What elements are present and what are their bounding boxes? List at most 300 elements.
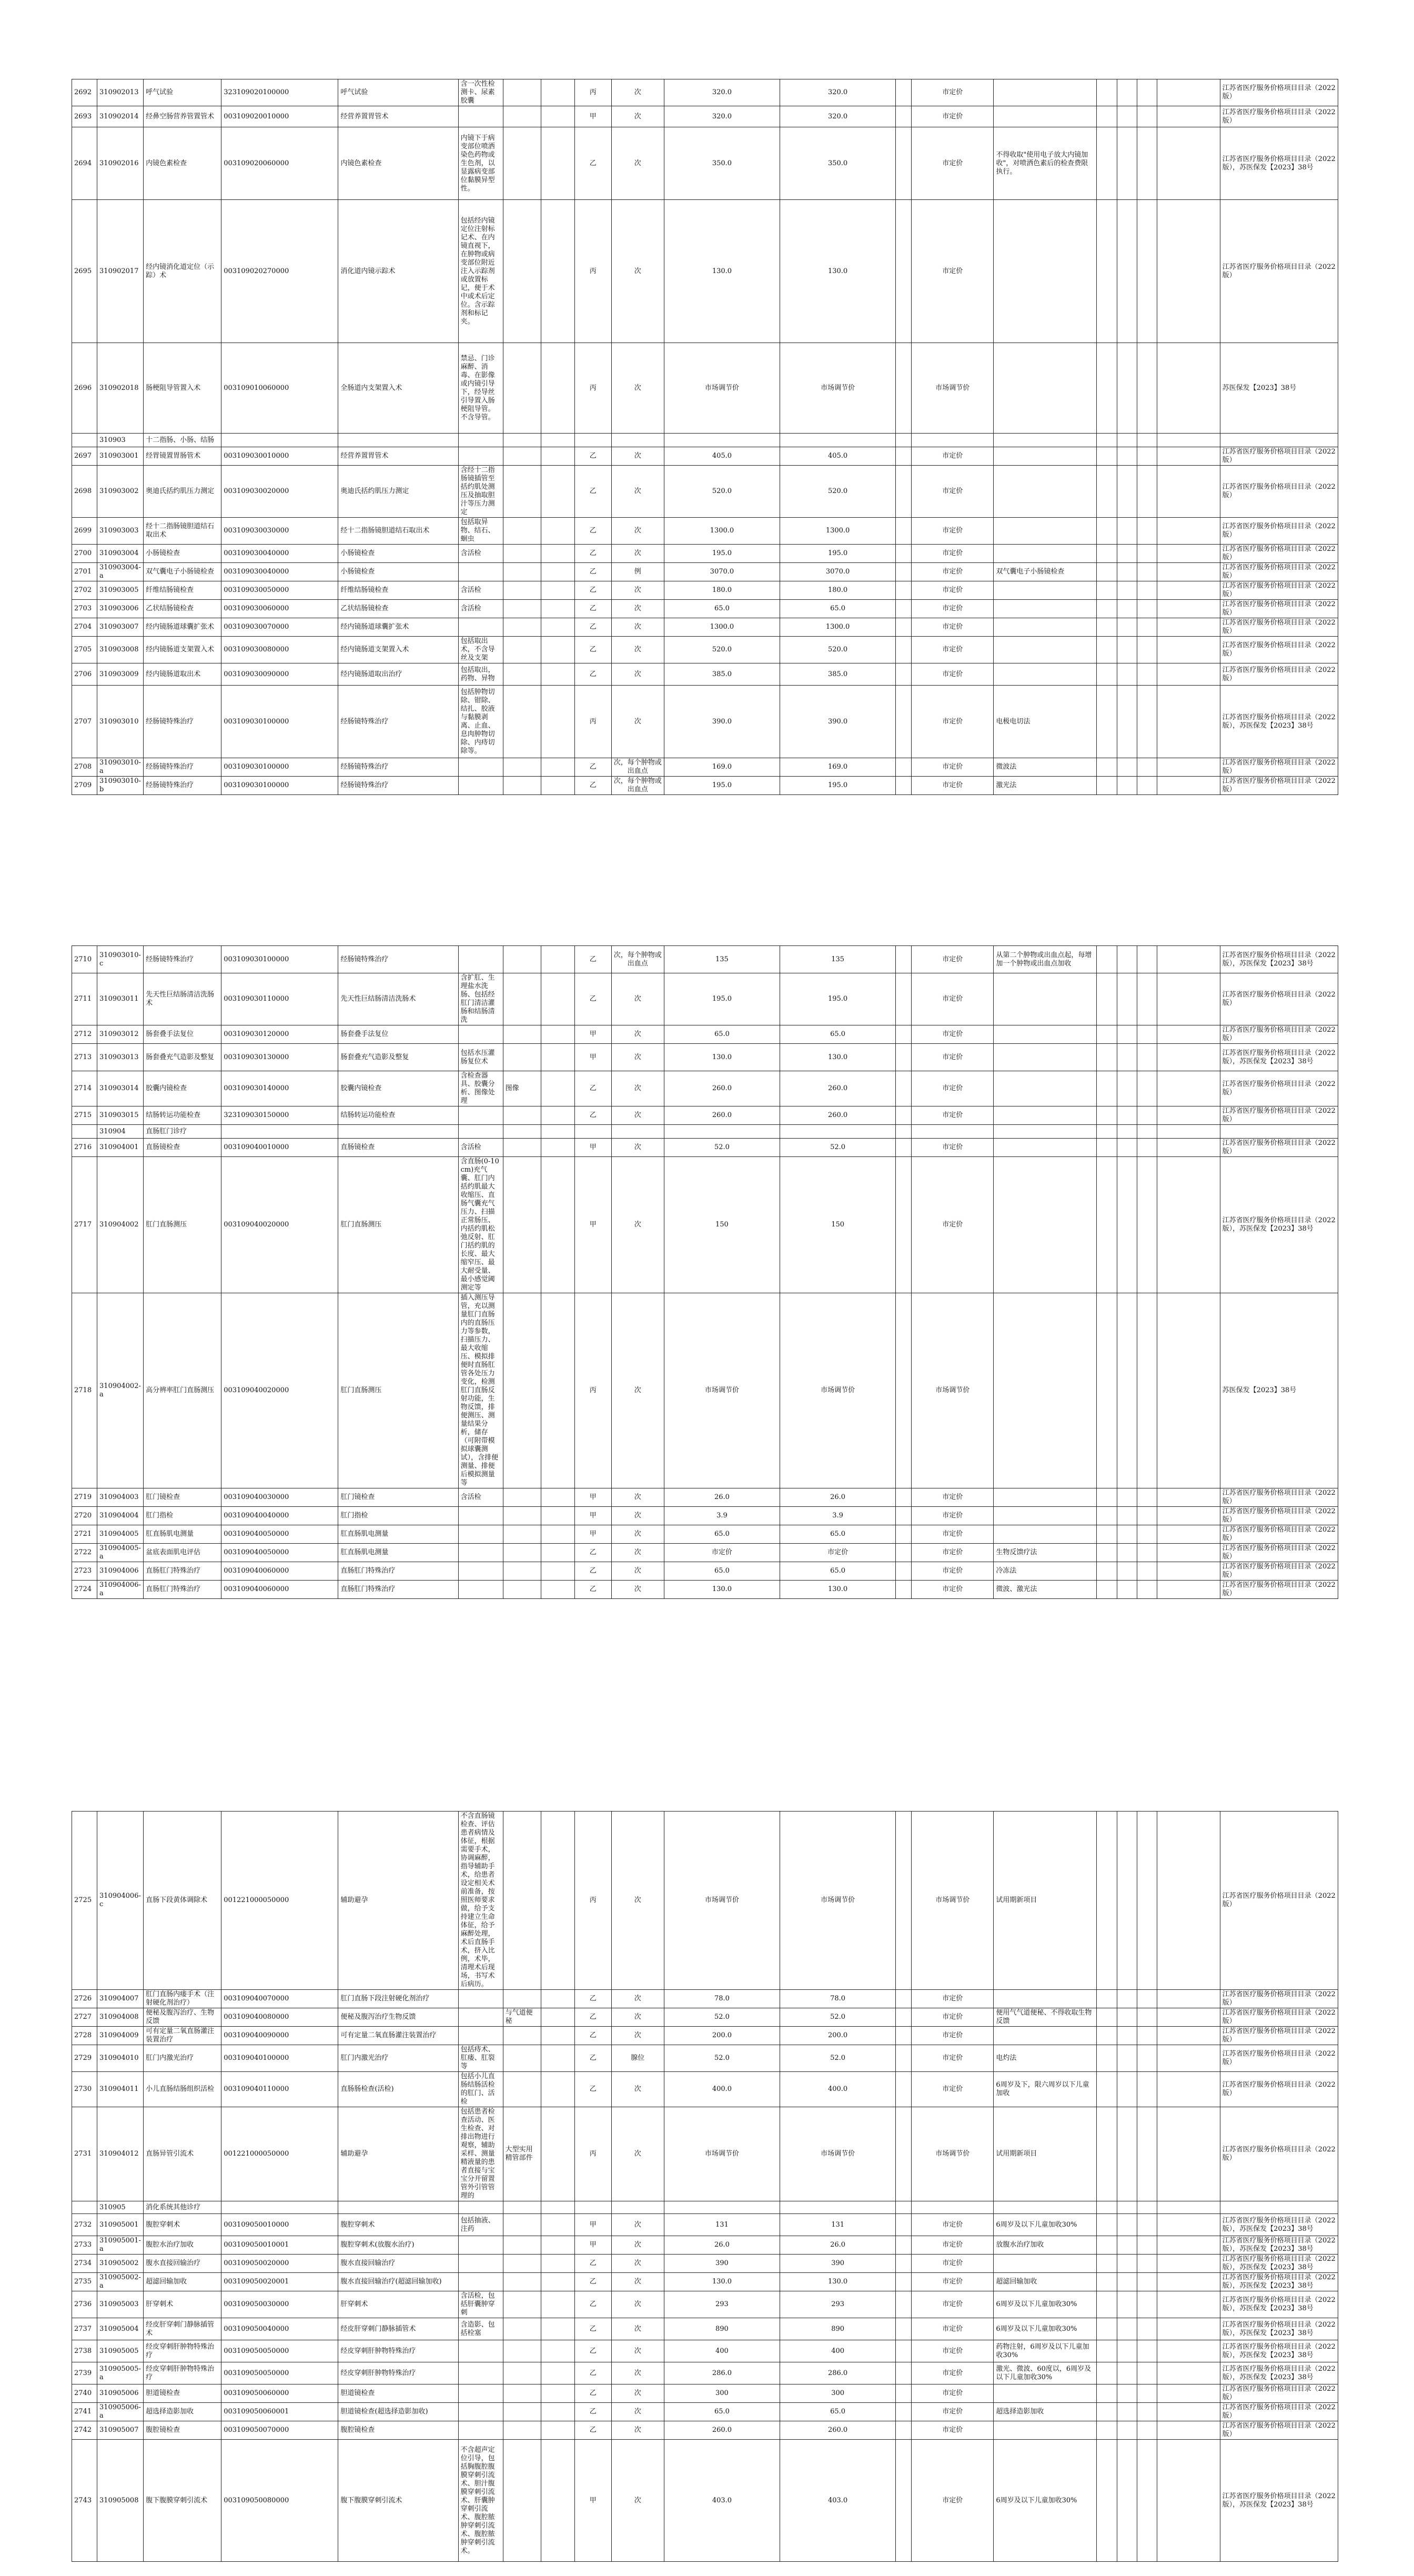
extra-cell bbox=[541, 563, 574, 581]
extra-cell bbox=[541, 447, 574, 466]
blank-cell bbox=[1137, 1507, 1157, 1525]
blank-cell bbox=[1117, 2107, 1137, 2201]
extra-cell bbox=[541, 1025, 574, 1044]
remark-cell bbox=[994, 1139, 1097, 1157]
category-cell: 乙 bbox=[574, 2403, 611, 2421]
pricing-type-cell: 市定价 bbox=[912, 2255, 994, 2273]
extra-cell bbox=[541, 434, 574, 447]
excluded-cell: 与气道便秘 bbox=[503, 2008, 541, 2027]
excluded-cell bbox=[503, 1157, 541, 1293]
extra-cell bbox=[541, 2291, 574, 2318]
seq-cell: 2700 bbox=[72, 545, 97, 563]
table-row bbox=[72, 1044, 1338, 1071]
excluded-cell bbox=[503, 1525, 541, 1544]
price-cell: 市场调节价 bbox=[780, 1812, 896, 1990]
blank-cell bbox=[896, 1544, 912, 1562]
blank-cell bbox=[1097, 1581, 1117, 1599]
pricing-type-cell: 市场调节价 bbox=[912, 2107, 994, 2201]
price-cell: 286.0 bbox=[664, 2362, 780, 2384]
national-name-cell: 肛门直肠测压 bbox=[338, 1157, 458, 1293]
price-cell: 市场调节价 bbox=[664, 2107, 780, 2201]
remark-cell bbox=[994, 106, 1097, 127]
code-cell: 310905007 bbox=[97, 2421, 144, 2440]
seq-cell: 2722 bbox=[72, 1544, 97, 1562]
blank-cell bbox=[1097, 2273, 1117, 2291]
extra-cell bbox=[541, 2362, 574, 2384]
price-cell: 390.0 bbox=[664, 686, 780, 758]
price-cell: 195.0 bbox=[664, 545, 780, 563]
pricing-type-cell: 市定价 bbox=[912, 545, 994, 563]
excluded-cell bbox=[503, 434, 541, 447]
unit-cell: 次 bbox=[611, 1157, 664, 1293]
table-row bbox=[72, 127, 1338, 200]
basis-cell: 江苏省医疗服务价格项目目录（2022版），苏医保发【2023】38号 bbox=[1220, 946, 1338, 973]
pricing-type-cell: 市定价 bbox=[912, 973, 994, 1025]
blank-cell bbox=[896, 1025, 912, 1044]
blank-cell bbox=[896, 106, 912, 127]
price-cell: 260.0 bbox=[780, 1106, 896, 1125]
code-cell: 310904009 bbox=[97, 2027, 144, 2045]
national-name-cell bbox=[338, 1125, 458, 1139]
blank-cell bbox=[896, 1157, 912, 1293]
blank-cell bbox=[1157, 1025, 1220, 1044]
blank-cell bbox=[896, 2107, 912, 2201]
pricing-type-cell: 市定价 bbox=[912, 581, 994, 600]
price-cell: 78.0 bbox=[664, 1990, 780, 2008]
code-cell: 310902016 bbox=[97, 127, 144, 200]
item-name-cell: 肛门直肠内瘘手术（注射硬化剂治疗） bbox=[144, 1990, 221, 2008]
blank-cell bbox=[1137, 1525, 1157, 1544]
extra-cell bbox=[541, 106, 574, 127]
blank-cell bbox=[1157, 434, 1220, 447]
content-cell bbox=[458, 777, 503, 795]
excluded-cell bbox=[503, 2318, 541, 2340]
seq-cell: 2693 bbox=[72, 106, 97, 127]
national-name-cell: 直肠肛门特殊治疗 bbox=[338, 1581, 458, 1599]
national-name-cell: 结肠转运功能检查 bbox=[338, 1106, 458, 1125]
seq-cell: 2742 bbox=[72, 2421, 97, 2440]
seq-cell: 2717 bbox=[72, 1157, 97, 1293]
code-cell: 310905005 bbox=[97, 2340, 144, 2362]
national-code-cell: 003109040040000 bbox=[221, 1507, 338, 1525]
table-row bbox=[72, 1562, 1338, 1581]
category-cell: 乙 bbox=[574, 2045, 611, 2072]
extra-cell bbox=[541, 2027, 574, 2045]
unit-cell: 次 bbox=[611, 1025, 664, 1044]
blank-cell bbox=[1097, 106, 1117, 127]
blank-cell bbox=[1157, 466, 1220, 518]
blank-cell bbox=[1157, 2273, 1220, 2291]
price-cell: 市场调节价 bbox=[664, 1293, 780, 1488]
content-cell bbox=[458, 1125, 503, 1139]
remark-cell bbox=[994, 1106, 1097, 1125]
price-cell: 52.0 bbox=[780, 2008, 896, 2027]
blank-cell bbox=[1137, 2214, 1157, 2236]
unit-cell: 次 bbox=[611, 663, 664, 686]
item-name-cell: 超滤回输加收 bbox=[144, 2273, 221, 2291]
blank-cell bbox=[1137, 563, 1157, 581]
item-name-cell: 直肠异管引流术 bbox=[144, 2107, 221, 2201]
blank-cell bbox=[1097, 973, 1117, 1025]
blank-cell bbox=[1157, 127, 1220, 200]
item-name-cell: 高分辨率肛门直肠测压 bbox=[144, 1293, 221, 1488]
blank-cell bbox=[1117, 1990, 1137, 2008]
item-name-cell: 经胃镜置胃肠管术 bbox=[144, 447, 221, 466]
extra-cell bbox=[541, 1525, 574, 1544]
seq-cell: 2702 bbox=[72, 581, 97, 600]
pricing-type-cell bbox=[912, 1125, 994, 1139]
code-cell: 310903008 bbox=[97, 637, 144, 663]
price-cell: 350.0 bbox=[664, 127, 780, 200]
national-name-cell: 肛门直肠测压 bbox=[338, 1293, 458, 1488]
blank-cell bbox=[1157, 600, 1220, 618]
category-cell: 乙 bbox=[574, 581, 611, 600]
code-cell: 310904008 bbox=[97, 2008, 144, 2027]
seq-cell: 2733 bbox=[72, 2236, 97, 2255]
blank-cell bbox=[1117, 1544, 1137, 1562]
unit-cell: 次 bbox=[611, 1488, 664, 1507]
blank-cell bbox=[1097, 663, 1117, 686]
blank-cell bbox=[1097, 1507, 1117, 1525]
blank-cell bbox=[1157, 2255, 1220, 2273]
basis-cell: 江苏省医疗服务价格项目目录（2022版） bbox=[1220, 2008, 1338, 2027]
code-cell: 310903010 bbox=[97, 686, 144, 758]
blank-cell bbox=[1137, 2421, 1157, 2440]
content-cell bbox=[458, 434, 503, 447]
basis-cell: 江苏省医疗服务价格项目目录（2022版），苏医保发【2023】38号 bbox=[1220, 2340, 1338, 2362]
price-cell: 293 bbox=[664, 2291, 780, 2318]
category-cell: 甲 bbox=[574, 1025, 611, 1044]
code-cell: 310905005-a bbox=[97, 2362, 144, 2384]
blank-cell bbox=[1097, 2045, 1117, 2072]
price-cell bbox=[664, 2201, 780, 2214]
blank-cell bbox=[1157, 1293, 1220, 1488]
basis-cell: 江苏省医疗服务价格项目目录（2022版） bbox=[1220, 2421, 1338, 2440]
blank-cell bbox=[1137, 447, 1157, 466]
category-cell: 丙 bbox=[574, 2107, 611, 2201]
remark-cell: 6周岁及以下儿童加收30% bbox=[994, 2291, 1097, 2318]
blank-cell bbox=[1157, 618, 1220, 637]
basis-cell: 江苏省医疗服务价格项目目录（2022版），苏医保发【2023】38号 bbox=[1220, 127, 1338, 200]
seq-cell: 2713 bbox=[72, 1044, 97, 1071]
excluded-cell bbox=[503, 2440, 541, 2562]
blank-cell bbox=[1137, 2255, 1157, 2273]
excluded-cell bbox=[503, 200, 541, 343]
content-cell: 包括水压灌肠复位术 bbox=[458, 1044, 503, 1071]
seq-cell bbox=[72, 2201, 97, 2214]
blank-cell bbox=[1137, 637, 1157, 663]
blank-cell bbox=[1157, 946, 1220, 973]
price-cell: 131 bbox=[664, 2214, 780, 2236]
price-cell: 300 bbox=[664, 2384, 780, 2403]
national-name-cell: 经肠镜特殊治疗 bbox=[338, 946, 458, 973]
category-cell: 乙 bbox=[574, 2027, 611, 2045]
content-cell: 包括取异物、结石、蛔虫 bbox=[458, 518, 503, 545]
blank-cell bbox=[1117, 2027, 1137, 2045]
price-cell: 市场调节价 bbox=[664, 1812, 780, 1990]
item-name-cell: 乙状结肠镜检查 bbox=[144, 600, 221, 618]
blank-cell bbox=[1157, 447, 1220, 466]
code-cell: 310903004-a bbox=[97, 563, 144, 581]
extra-cell bbox=[541, 946, 574, 973]
code-cell: 310904 bbox=[97, 1125, 144, 1139]
extra-cell bbox=[541, 1293, 574, 1488]
seq-cell: 2725 bbox=[72, 1812, 97, 1990]
seq-cell: 2695 bbox=[72, 200, 97, 343]
code-cell: 310903009 bbox=[97, 663, 144, 686]
blank-cell bbox=[1157, 758, 1220, 777]
national-name-cell: 经皮穿刺肝肿物特殊治疗 bbox=[338, 2362, 458, 2384]
blank-cell bbox=[896, 545, 912, 563]
pricing-type-cell: 市定价 bbox=[912, 758, 994, 777]
excluded-cell bbox=[503, 2201, 541, 2214]
unit-cell: 次 bbox=[611, 518, 664, 545]
table-row bbox=[72, 973, 1338, 1025]
unit-cell: 次 bbox=[611, 686, 664, 758]
blank-cell bbox=[1097, 563, 1117, 581]
blank-cell bbox=[1117, 637, 1137, 663]
remark-cell: 电极电切法 bbox=[994, 686, 1097, 758]
content-cell: 含活检 bbox=[458, 1139, 503, 1157]
category-cell: 甲 bbox=[574, 2214, 611, 2236]
national-code-cell: 003109050070000 bbox=[221, 2421, 338, 2440]
code-cell: 310904006 bbox=[97, 1562, 144, 1581]
item-name-cell: 先天性巨结肠清洁洗肠术 bbox=[144, 973, 221, 1025]
price-cell: 65.0 bbox=[780, 1562, 896, 1581]
excluded-cell: 大型实用精管部件 bbox=[503, 2107, 541, 2201]
blank-cell bbox=[1157, 2403, 1220, 2421]
item-name-cell: 可有定量二氧直肠灌注装置治疗 bbox=[144, 2027, 221, 2045]
blank-cell bbox=[1157, 2045, 1220, 2072]
blank-cell bbox=[1097, 466, 1117, 518]
national-name-cell: 经皮穿刺肝肿物特殊治疗 bbox=[338, 2340, 458, 2362]
table-row bbox=[72, 1293, 1338, 1488]
extra-cell bbox=[541, 2340, 574, 2362]
excluded-cell bbox=[503, 127, 541, 200]
item-name-cell: 纤维结肠镜检查 bbox=[144, 581, 221, 600]
code-cell: 310904005-a bbox=[97, 1544, 144, 1562]
blank-cell bbox=[896, 2008, 912, 2027]
price-cell: 1300.0 bbox=[664, 618, 780, 637]
basis-cell: 江苏省医疗服务价格项目目录（2022版） bbox=[1220, 2403, 1338, 2421]
price-cell bbox=[664, 434, 780, 447]
price-cell: 320.0 bbox=[780, 79, 896, 106]
price-cell: 65.0 bbox=[664, 600, 780, 618]
item-name-cell: 经十二指肠镜胆道结石取出术 bbox=[144, 518, 221, 545]
excluded-cell bbox=[503, 106, 541, 127]
price-cell: 390.0 bbox=[780, 686, 896, 758]
blank-cell bbox=[896, 2255, 912, 2273]
content-cell bbox=[458, 2421, 503, 2440]
blank-cell bbox=[1137, 1125, 1157, 1139]
national-name-cell: 腹腔镜检查 bbox=[338, 2421, 458, 2440]
blank-cell bbox=[1137, 2045, 1157, 2072]
national-name-cell: 全肠道内支架置入术 bbox=[338, 343, 458, 434]
seq-cell: 2699 bbox=[72, 518, 97, 545]
blank-cell bbox=[1137, 127, 1157, 200]
pricing-type-cell: 市定价 bbox=[912, 1157, 994, 1293]
national-code-cell: 003109040070000 bbox=[221, 1990, 338, 2008]
table-row bbox=[72, 200, 1338, 343]
pricing-type-cell: 市定价 bbox=[912, 563, 994, 581]
blank-cell bbox=[896, 343, 912, 434]
national-name-cell: 胆道镜检查(超选择造影加收) bbox=[338, 2403, 458, 2421]
category-cell: 乙 bbox=[574, 1581, 611, 1599]
blank-cell bbox=[1097, 2107, 1117, 2201]
blank-cell bbox=[1157, 1812, 1220, 1990]
blank-cell bbox=[896, 600, 912, 618]
national-code-cell: 003109040050000 bbox=[221, 1544, 338, 1562]
basis-cell: 江苏省医疗服务价格项目目录（2022版） bbox=[1220, 1581, 1338, 1599]
price-cell: 131 bbox=[780, 2214, 896, 2236]
price-cell: 1300.0 bbox=[780, 618, 896, 637]
item-name-cell: 经肠镜特殊治疗 bbox=[144, 686, 221, 758]
remark-cell bbox=[994, 79, 1097, 106]
category-cell bbox=[574, 2201, 611, 2214]
unit-cell: 次，每个肿物或出血点 bbox=[611, 758, 664, 777]
extra-cell bbox=[541, 1812, 574, 1990]
pricing-type-cell: 市定价 bbox=[912, 2072, 994, 2107]
seq-cell: 2697 bbox=[72, 447, 97, 466]
extra-cell bbox=[541, 79, 574, 106]
blank-cell bbox=[1157, 637, 1220, 663]
remark-cell bbox=[994, 1507, 1097, 1525]
unit-cell: 次 bbox=[611, 545, 664, 563]
remark-cell bbox=[994, 2255, 1097, 2273]
item-name-cell: 经皮肝穿刺门静脉插管术 bbox=[144, 2318, 221, 2340]
blank-cell bbox=[1137, 1544, 1157, 1562]
blank-cell bbox=[1117, 2403, 1137, 2421]
category-cell: 丙 bbox=[574, 343, 611, 434]
price-cell: 26.0 bbox=[780, 2236, 896, 2255]
price-cell: 195.0 bbox=[664, 973, 780, 1025]
remark-cell bbox=[994, 518, 1097, 545]
item-name-cell: 胆道镜检查 bbox=[144, 2384, 221, 2403]
pricing-type-cell: 市定价 bbox=[912, 2291, 994, 2318]
blank-cell bbox=[1157, 2107, 1220, 2201]
content-cell: 含活检 bbox=[458, 1488, 503, 1507]
blank-cell bbox=[896, 1990, 912, 2008]
price-cell: 260.0 bbox=[780, 2421, 896, 2440]
price-cell: 130.0 bbox=[780, 1581, 896, 1599]
unit-cell: 次 bbox=[611, 343, 664, 434]
blank-cell bbox=[1097, 545, 1117, 563]
blank-cell bbox=[1097, 343, 1117, 434]
remark-cell: 激光法 bbox=[994, 777, 1097, 795]
blank-cell bbox=[1117, 127, 1137, 200]
basis-cell: 江苏省医疗服务价格项目目录（2022版） bbox=[1220, 563, 1338, 581]
blank-cell bbox=[1157, 545, 1220, 563]
category-cell: 乙 bbox=[574, 2072, 611, 2107]
category-cell: 乙 bbox=[574, 1544, 611, 1562]
unit-cell: 次，每个肿物或出血点 bbox=[611, 946, 664, 973]
content-cell bbox=[458, 758, 503, 777]
pricing-type-cell: 市定价 bbox=[912, 1581, 994, 1599]
blank-cell bbox=[896, 2072, 912, 2107]
price-table-sheet-3 bbox=[72, 1811, 1338, 2562]
price-cell: 52.0 bbox=[664, 2008, 780, 2027]
blank-cell bbox=[1137, 2340, 1157, 2362]
extra-cell bbox=[541, 518, 574, 545]
remark-cell: 微波法 bbox=[994, 758, 1097, 777]
pricing-type-cell: 市定价 bbox=[912, 127, 994, 200]
category-cell: 丙 bbox=[574, 686, 611, 758]
blank-cell bbox=[1097, 618, 1117, 637]
blank-cell bbox=[1097, 2403, 1117, 2421]
blank-cell bbox=[1117, 1488, 1137, 1507]
blank-cell bbox=[896, 2384, 912, 2403]
blank-cell bbox=[896, 1044, 912, 1071]
blank-cell bbox=[1117, 466, 1137, 518]
remark-cell: 生物反馈疗法 bbox=[994, 1544, 1097, 1562]
national-code-cell: 003109050010000 bbox=[221, 2214, 338, 2236]
blank-cell bbox=[1097, 1157, 1117, 1293]
blank-cell bbox=[896, 2340, 912, 2362]
remark-cell: 不得收取"使用电子放大内镜加收"，对喷洒色素后的检查费限执行。 bbox=[994, 127, 1097, 200]
blank-cell bbox=[1117, 447, 1137, 466]
table-row bbox=[72, 1507, 1338, 1525]
blank-cell bbox=[1137, 466, 1157, 518]
item-name-cell: 内镜色素检查 bbox=[144, 127, 221, 200]
table-row bbox=[72, 758, 1338, 777]
national-code-cell: 003109030080000 bbox=[221, 637, 338, 663]
unit-cell: 次 bbox=[611, 2362, 664, 2384]
table-row bbox=[72, 434, 1338, 447]
national-code-cell: 003109050060000 bbox=[221, 2384, 338, 2403]
price-cell: 市定价 bbox=[780, 1544, 896, 1562]
price-cell: 52.0 bbox=[664, 1139, 780, 1157]
blank-cell bbox=[1157, 1157, 1220, 1293]
category-cell: 乙 bbox=[574, 2384, 611, 2403]
blank-cell bbox=[1117, 946, 1137, 973]
national-name-cell: 肛直肠肌电测量 bbox=[338, 1544, 458, 1562]
blank-cell bbox=[1117, 663, 1137, 686]
pricing-type-cell: 市定价 bbox=[912, 600, 994, 618]
blank-cell bbox=[1097, 946, 1117, 973]
unit-cell: 次 bbox=[611, 2318, 664, 2340]
blank-cell bbox=[1157, 518, 1220, 545]
blank-cell bbox=[1097, 637, 1117, 663]
excluded-cell bbox=[503, 2362, 541, 2384]
blank-cell bbox=[1137, 1488, 1157, 1507]
content-cell bbox=[458, 2201, 503, 2214]
content-cell: 包括小儿直肠结肠活检的肛门、活检 bbox=[458, 2072, 503, 2107]
seq-cell: 2714 bbox=[72, 1071, 97, 1106]
price-cell: 150 bbox=[780, 1157, 896, 1293]
blank-cell bbox=[896, 127, 912, 200]
blank-cell bbox=[896, 581, 912, 600]
blank-cell bbox=[1157, 973, 1220, 1025]
unit-cell: 次 bbox=[611, 2107, 664, 2201]
remark-cell bbox=[994, 2027, 1097, 2045]
national-code-cell: 003109030100000 bbox=[221, 777, 338, 795]
national-code-cell: 003109030100000 bbox=[221, 946, 338, 973]
extra-cell bbox=[541, 581, 574, 600]
table-row bbox=[72, 2273, 1338, 2291]
basis-cell: 江苏省医疗服务价格项目目录（2022版） bbox=[1220, 1025, 1338, 1044]
item-name-cell: 十二指肠、小肠、结肠 bbox=[144, 434, 221, 447]
blank-cell bbox=[1157, 2384, 1220, 2403]
price-cell: 260.0 bbox=[664, 1071, 780, 1106]
excluded-cell bbox=[503, 1293, 541, 1488]
code-cell: 310904007 bbox=[97, 1990, 144, 2008]
item-name-cell: 小儿直肠结肠组织活检 bbox=[144, 2072, 221, 2107]
extra-cell bbox=[541, 343, 574, 434]
extra-cell bbox=[541, 1544, 574, 1562]
national-name-cell: 肠套叠手法复位 bbox=[338, 1025, 458, 1044]
national-code-cell: 003109030100000 bbox=[221, 758, 338, 777]
code-cell: 310905002 bbox=[97, 2255, 144, 2273]
